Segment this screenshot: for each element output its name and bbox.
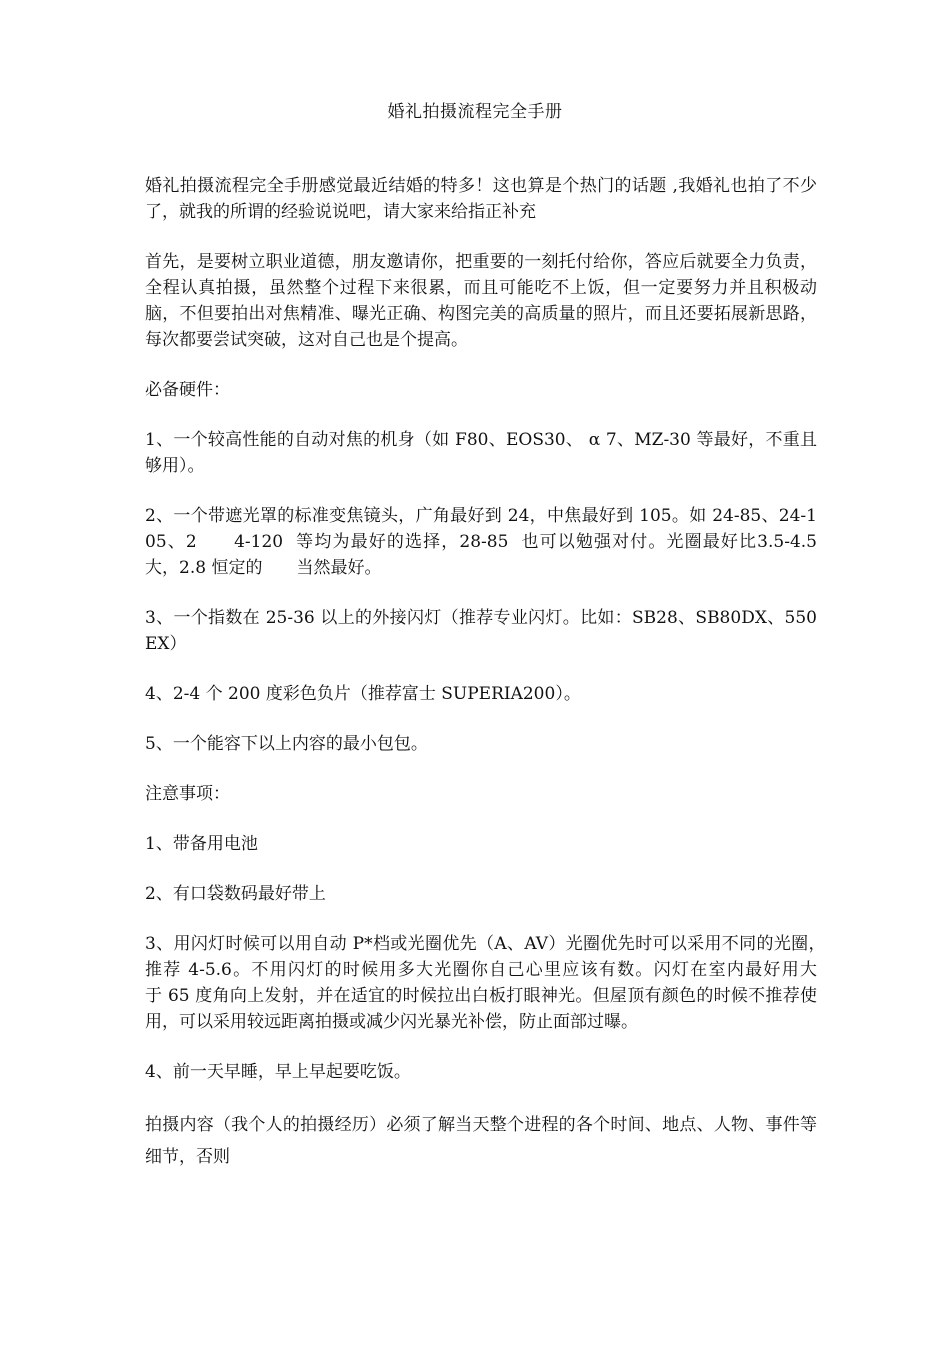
content-paragraph: 拍摄内容（我个人的拍摄经历）必须了解当天整个进程的各个时间、地点、人物、事件等细节，否则 <box>145 1115 817 1167</box>
hardware-item-3: 3、一个指数在 25-36 以上的外接闪灯（推荐专业闪灯。比如：SB28、SB80DX、550EX） <box>145 608 817 654</box>
notes-item-4: 4、前一天早睡，早上早起要吃饭。 <box>145 1062 411 1082</box>
notes-heading: 注意事项： <box>145 784 230 804</box>
hardware-item-1: 1、一个较高性能的自动对焦的机身（如 F80、EOS30、 α 7、MZ-30 等最好，不重且够用）。 <box>145 430 817 476</box>
hardware-item-2: 2、一个带遮光罩的标准变焦镜头，广角最好到 24，中焦最好到 105。如 24-85、24-105、2 4-120 等均为最好的选择，28-85 也可以勉强对付。光圈最好比3.5-4.5 大，2.8 恒定的 当然最好。 <box>145 506 823 578</box>
document-body <box>145 173 851 1197</box>
hardware-item-5: 5、一个能容下以上内容的最小包包。 <box>145 734 428 754</box>
notes-item-3: 3、用闪灯时候可以用自动 P*档或光圈优先（A、AV）光圈优先时可以采用不同的光圈， 推荐 4-5.6。不用闪灯的时候用多大光圈你自己心里应该有数。闪灯在室内最好用大 于 65 度角向上发射，并在适宜的时候拉出白板打眼神光。但屋顶有颜色的时候不推荐使用，可以采用较远距离拍摄或减少闪光暴光补偿，防止面部过曝。 <box>145 934 851 1032</box>
intro-paragraph: 婚礼拍摄流程完全手册感觉最近结婚的特多！这也算是个热门的话题 ,我婚礼也拍了不少了，就我的所谓的经验说说吧，请大家来给指正补充 <box>145 176 817 222</box>
notes-item-2: 2、有口袋数码最好带上 <box>145 884 326 904</box>
hardware-item-4: 4、2-4 个 200 度彩色负片（推荐富士 SUPERIA200）。 <box>145 684 581 704</box>
document-title: 婚礼拍摄流程完全手册 <box>387 102 563 122</box>
notes-item-1: 1、带备用电池 <box>145 834 258 854</box>
ethics-paragraph: 首先，是要树立职业道德，朋友邀请你，把重要的一刻托付给你，答应后就要全力负责，全程认真拍摄，虽然整个过程下来很累，而且可能吃不上饭，但一定要努力并且积极动脑，不但要拍出对焦精准、曝光正确、构图完美的高质量的照片，而且还要拓展新思路，每次都要尝试突破，这对自己也是个提高。 <box>145 252 817 350</box>
hardware-heading: 必备硬件： <box>145 380 230 400</box>
